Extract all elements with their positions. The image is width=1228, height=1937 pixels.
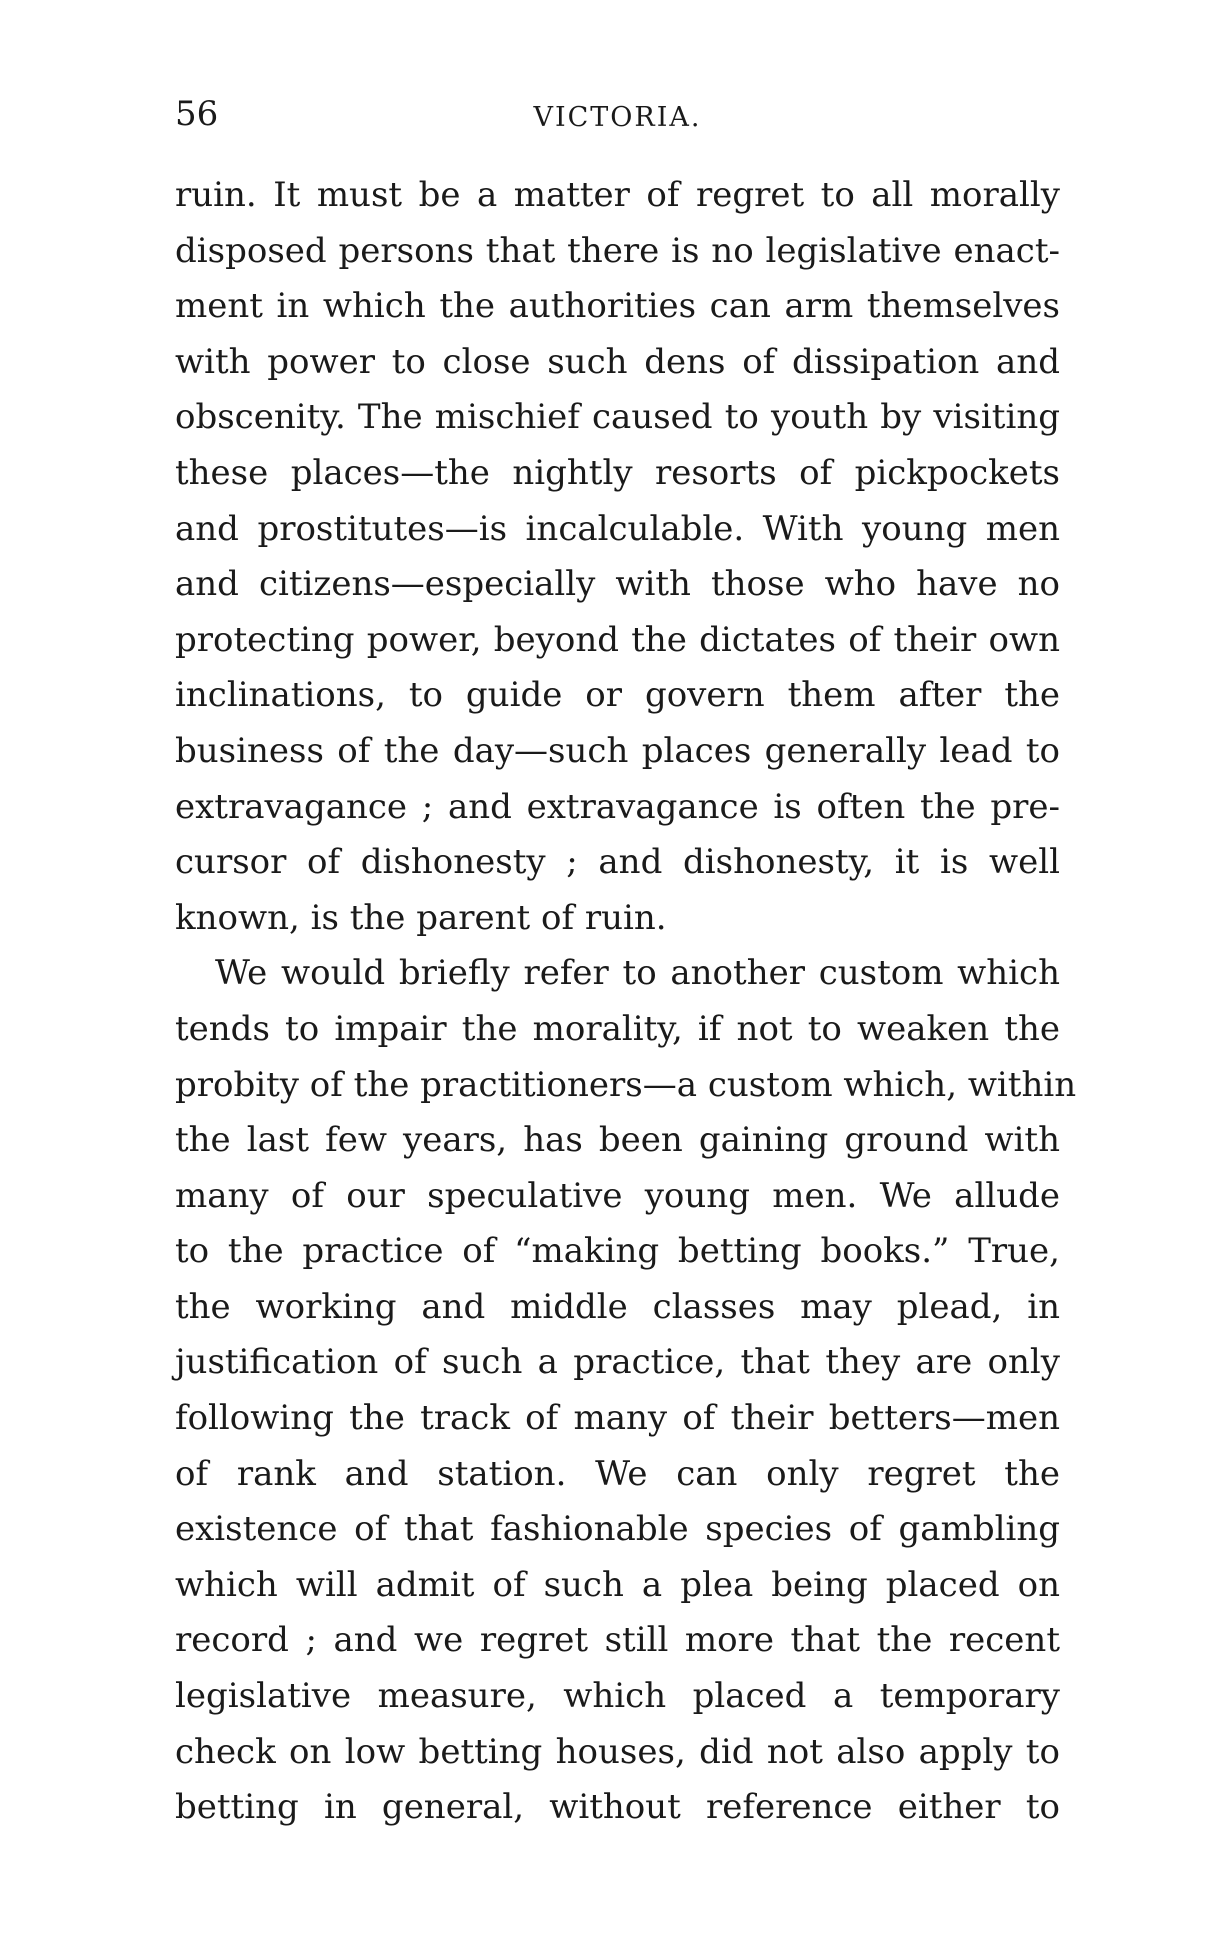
text-line: of rank and station. We can only regret the bbox=[175, 1453, 1060, 1494]
paragraph bbox=[175, 946, 1077, 1836]
text-line: the last few years, has been gaining ground with bbox=[175, 1120, 1060, 1161]
text-line: ruin. It must be a matter of regret to all morally bbox=[175, 175, 1060, 215]
text-line: extravagance ; and extravagance is often the pre- bbox=[175, 786, 1060, 827]
text-line: obscenity. The mischief caused to youth by visiting bbox=[175, 397, 1060, 438]
running-head: VICTORIA. bbox=[533, 102, 702, 133]
text-line: legislative measure, which placed a temporary bbox=[175, 1676, 1060, 1717]
text-line: record ; and we regret still more that the recent bbox=[175, 1620, 1060, 1661]
text-line: and citizens—especially with those who have no bbox=[175, 564, 1060, 605]
text-line: justification of such a practice, that they are only bbox=[175, 1342, 1060, 1383]
text-line: known, is the parent of ruin. bbox=[175, 897, 667, 938]
text-line: business of the day—such places generally lead to bbox=[175, 730, 1060, 771]
text-line: many of our speculative young men. We allude bbox=[175, 1175, 1060, 1216]
text-line: following the track of many of their betters—men bbox=[175, 1398, 1060, 1439]
text-line: probity of the practitioners—a custom which, within bbox=[175, 1064, 1077, 1105]
text-line: inclinations, to guide or govern them after the bbox=[175, 675, 1060, 716]
text-line: disposed persons that there is no legislative enact- bbox=[175, 230, 1060, 271]
paragraph bbox=[175, 168, 1060, 946]
text-line: the working and middle classes may plead, in bbox=[175, 1286, 1060, 1327]
text-line: to the practice of “making betting books.” True, bbox=[175, 1231, 1060, 1272]
text-line: check on low betting houses, did not also apply to bbox=[175, 1731, 1060, 1772]
text-line: cursor of dishonesty ; and dishonesty, it is well bbox=[175, 842, 1060, 883]
page-number: 56 bbox=[175, 94, 219, 134]
text-line: protecting power, beyond the dictates of their own bbox=[175, 619, 1060, 660]
page-header bbox=[175, 92, 1060, 142]
text-line: existence of that fashionable species of gambling bbox=[175, 1509, 1060, 1550]
text-line: tends to impair the morality, if not to weaken the bbox=[175, 1008, 1060, 1049]
text-line: and prostitutes—is incalculable. With young men bbox=[175, 508, 1060, 549]
text-line: We would briefly refer to another custom which bbox=[215, 953, 1060, 994]
text-line: these places—the nightly resorts of pickpockets bbox=[175, 452, 1060, 493]
text-line: betting in general, without reference either to bbox=[175, 1787, 1060, 1828]
text-line: ment in which the authorities can arm themselves bbox=[175, 286, 1060, 327]
text-line: with power to close such dens of dissipation and bbox=[175, 341, 1060, 382]
body-text bbox=[175, 168, 1077, 1836]
text-line: which will admit of such a plea being placed on bbox=[175, 1564, 1060, 1605]
